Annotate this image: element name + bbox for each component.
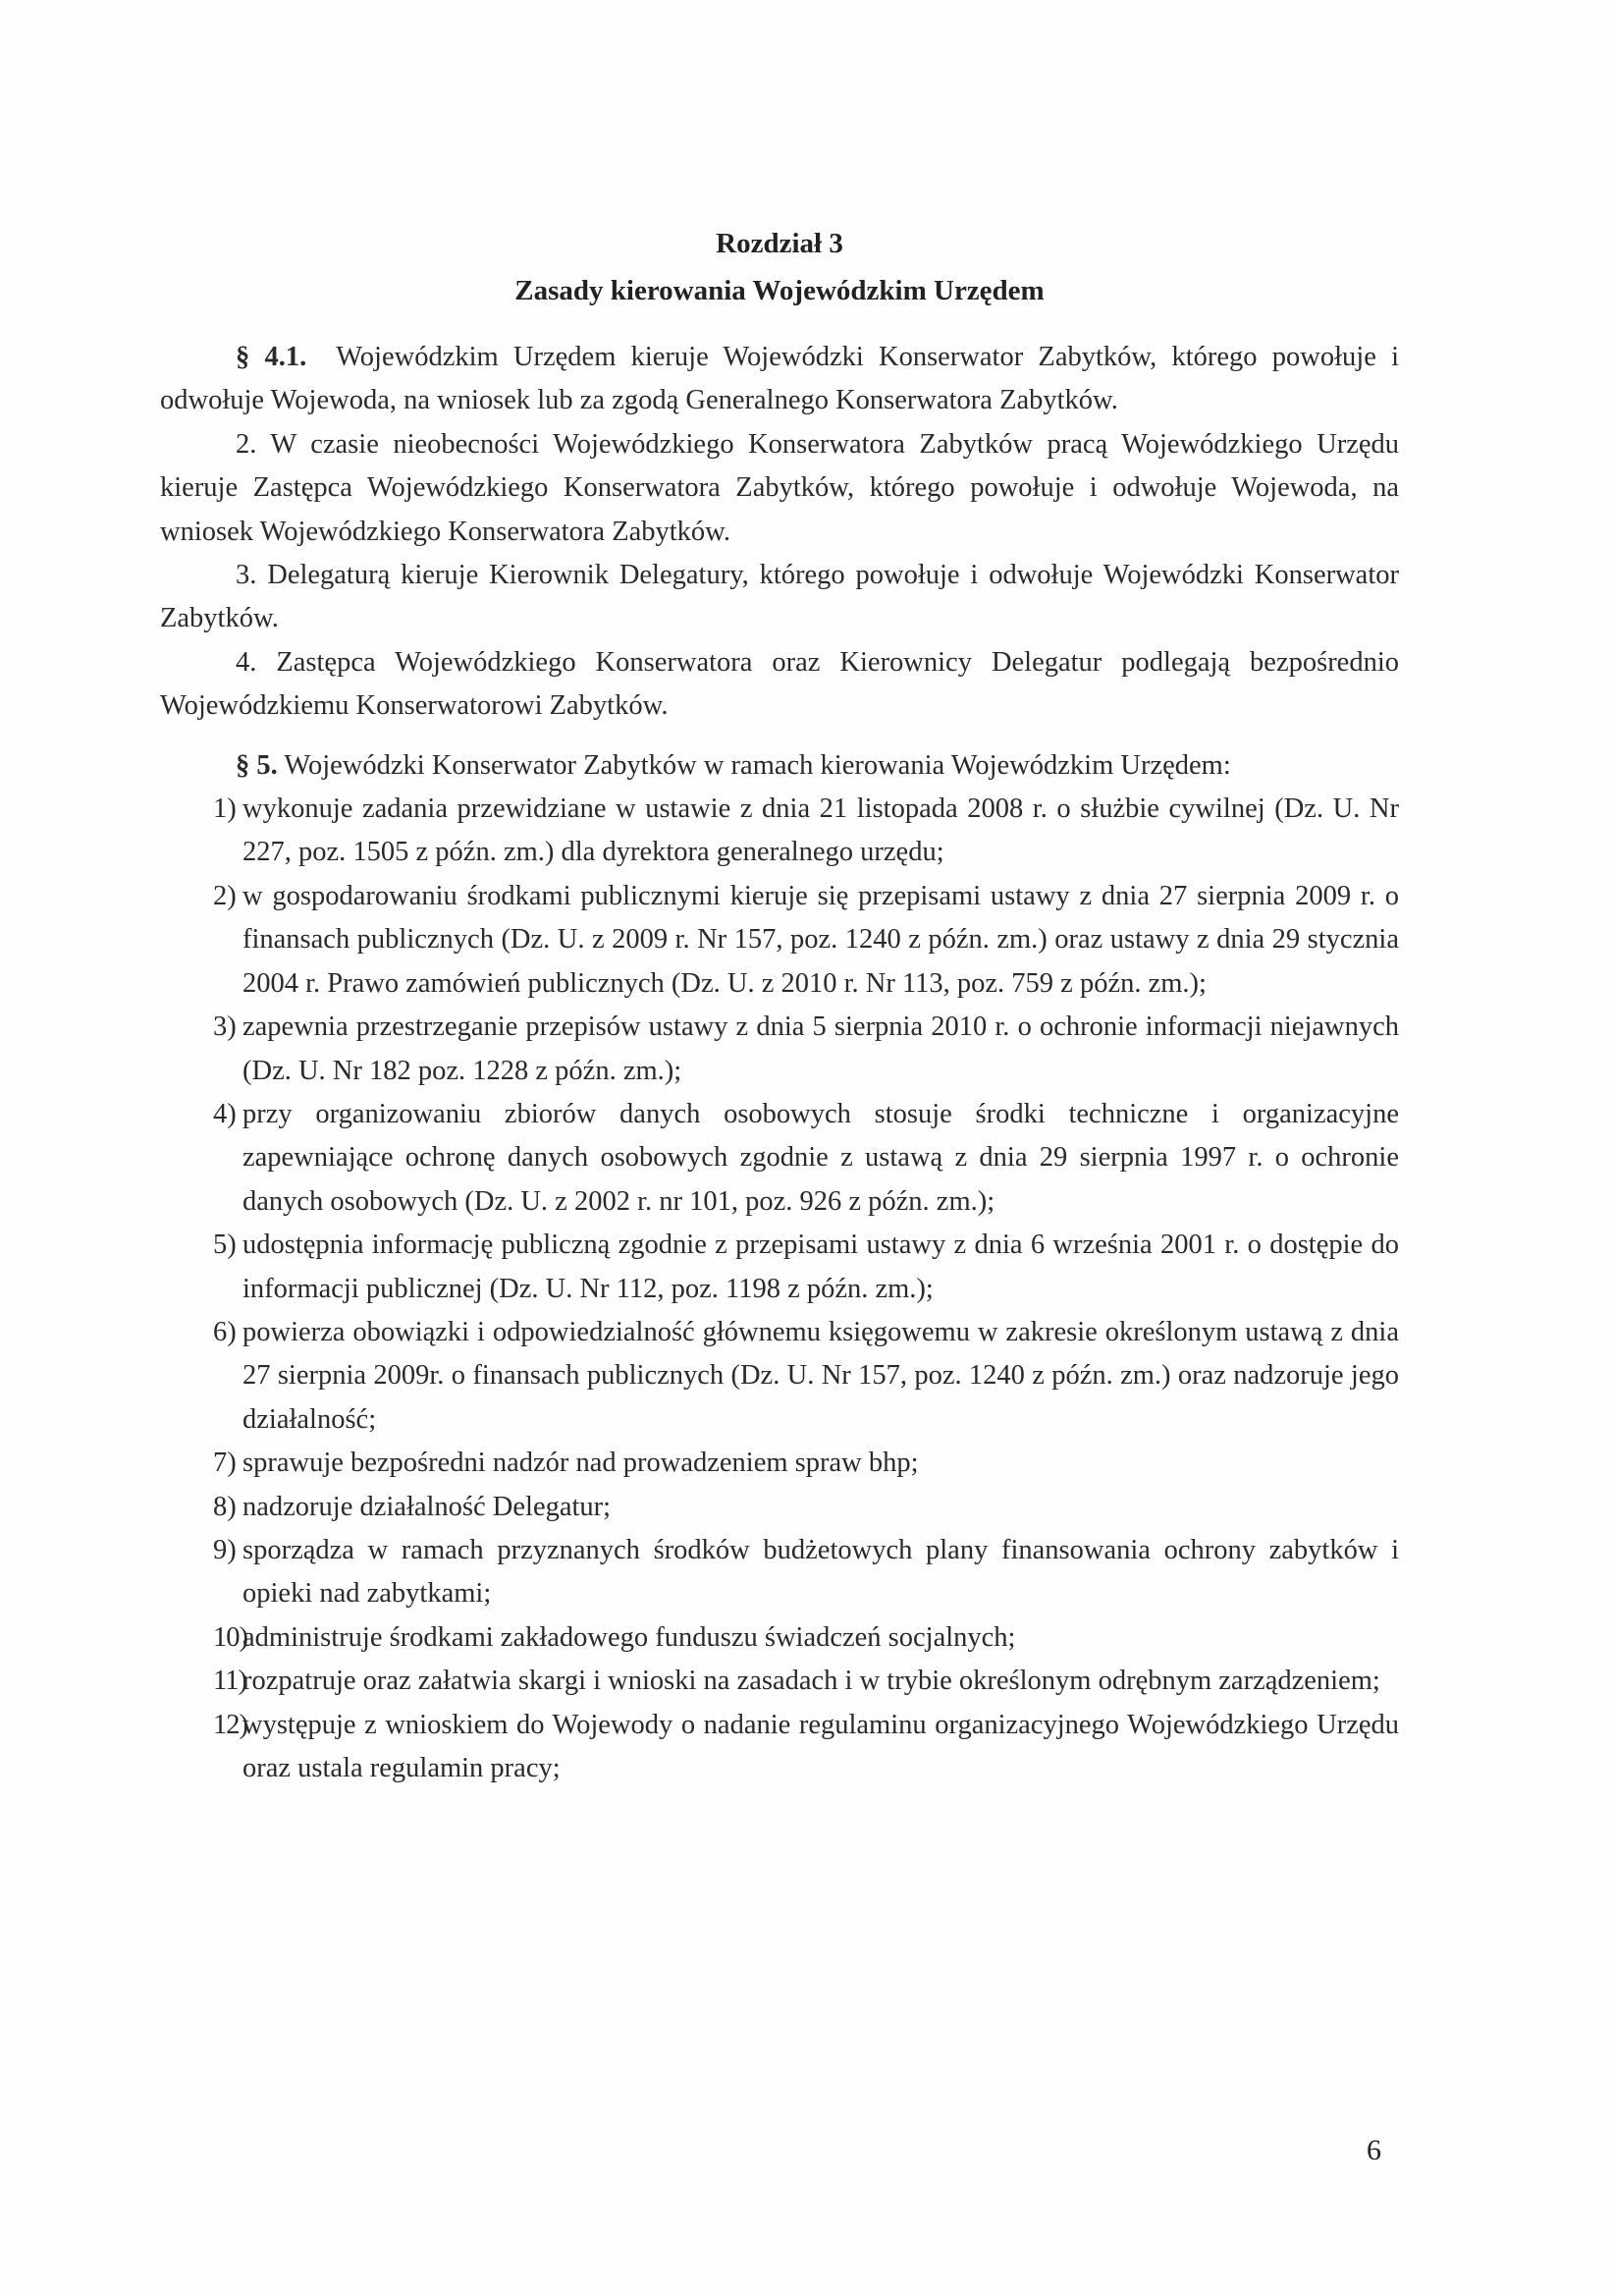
- list-item: [160, 875, 1399, 1006]
- list-item-text: w gospodarowaniu środkami publicznymi kieruje się przepisami ustawy z dnia 27 sierpnia 2009 r. o finansach publicznych (Dz. U. z 2009 r. Nr 157, poz. 1240 z późn. zm.) oraz ustawy z dnia 29 stycznia 2004 r. Prawo zamówień publicznych (Dz. U. z 2010 r. Nr 113, poz. 759 z późn. zm.);: [242, 880, 1399, 999]
- list-marker: 8): [213, 1491, 237, 1522]
- list-marker: 6): [213, 1316, 237, 1347]
- list-item: [160, 1442, 1399, 1485]
- paragraph-text: Wojewódzkim Urzędem kieruje Wojewódzki Konserwator Zabytków, którego powołuje i odwołuje Wojewoda, na wniosek lub za zgodą Generalnego Konserwatora Zabytków.: [160, 342, 1399, 416]
- list-item-text: wykonuje zadania przewidziane w ustawie z dnia 21 listopada 2008 r. o służbie cywilnej (Dz. U. Nr 227, poz. 1505 z późn. zm.) dla dyrektora generalnego urzędu;: [242, 793, 1399, 868]
- list-item: [160, 1616, 1399, 1660]
- list-item: [160, 1486, 1399, 1529]
- list-item: [160, 1093, 1399, 1224]
- list-marker: 12): [213, 1709, 247, 1740]
- list-item-text: występuje z wnioskiem do Wojewody o nadanie regulaminu organizacyjnego Wojewódzkiego Urzędu oraz ustala regulamin pracy;: [242, 1709, 1399, 1783]
- paragraph-5-intro: [160, 744, 1399, 788]
- list-item: [160, 788, 1399, 875]
- list-item: [160, 1704, 1399, 1791]
- list-item: [160, 1529, 1399, 1616]
- paragraph-4-3: 3. Delegaturą kieruje Kierownik Delegatury, którego powołuje i odwołuje Wojewódzki Konserwator Zabytków.: [160, 560, 1399, 634]
- page-content: [160, 222, 1399, 1790]
- list-item-text: administruje środkami zakładowego funduszu świadczeń socjalnych;: [242, 1621, 1016, 1653]
- list-item-text: sprawuje bezpośredni nadzór nad prowadzeniem spraw bhp;: [242, 1448, 919, 1479]
- list-item-text: powierza obowiązki i odpowiedzialność głównemu księgowemu w zakresie określonym ustawą z dnia 27 sierpnia 2009r. o finansach publicznych (Dz. U. Nr 157, poz. 1240 z późn. zm.) oraz nadzoruje jego działalność;: [242, 1316, 1399, 1435]
- section-number: § 4.1.: [236, 342, 307, 372]
- list-item-text: zapewnia przestrzeganie przepisów ustawy z dnia 5 sierpnia 2010 r. o ochronie informacji niejawnych (Dz. U. Nr 182 poz. 1228 z późn. zm.);: [242, 1011, 1399, 1086]
- list-marker: 4): [213, 1098, 237, 1129]
- paragraph-4-1: [160, 336, 1399, 423]
- duties-list: [160, 788, 1399, 1790]
- list-item-text: przy organizowaniu zbiorów danych osobowych stosuje środki techniczne i organizacyjne zapewniające ochronę danych osobowych zgodnie z ustawą z dnia 29 sierpnia 1997 r. o ochronie danych osobowych (Dz. U. z 2002 r. nr 101, poz. 926 z późn. zm.);: [242, 1098, 1399, 1217]
- list-item: [160, 1224, 1399, 1311]
- list-item-text: udostępnia informację publiczną zgodnie z przepisami ustawy z dnia 6 września 2001 r. o dostępie do informacji publicznej (Dz. U. Nr 112, poz. 1198 z późn. zm.);: [242, 1230, 1399, 1304]
- paragraph-4-4: 4. Zastępca Wojewódzkiego Konserwatora oraz Kierownicy Delegatur podlegają bezpośrednio Wojewódzkiemu Konserwatorowi Zabytków.: [160, 646, 1399, 722]
- list-item: [160, 1311, 1399, 1442]
- paragraph-text: Wojewódzki Konserwator Zabytków w ramach kierowania Wojewódzkim Urzędem:: [284, 749, 1231, 781]
- list-item: [160, 1006, 1399, 1093]
- list-item-text: sporządza w ramach przyznanych środków budżetowych plany finansowania ochrony zabytków i opieki nad zabytkami;: [242, 1534, 1399, 1610]
- list-marker: 9): [213, 1534, 237, 1565]
- list-marker: 10): [213, 1621, 247, 1653]
- paragraph-4-2: 2. W czasie nieobecności Wojewódzkiego Konserwatora Zabytków pracą Wojewódzkiego Urzędu kieruje Zastępca Wojewódzkiego Konserwatora Zabytków, którego powołuje i odwołuje Wojewoda, na wniosek Wojewódzkiego Konserwatora Zabytków.: [160, 428, 1399, 547]
- list-marker: 3): [213, 1011, 237, 1043]
- list-item: [160, 1660, 1399, 1703]
- list-item-text: rozpatruje oraz załatwia skargi i wnioski na zasadach i w trybie określonym odrębnym zarządzeniem;: [242, 1666, 1380, 1697]
- list-marker: 1): [213, 793, 237, 825]
- chapter-title: Zasady kierowania Wojewódzkim Urzędem: [514, 275, 1045, 306]
- list-item-text: nadzoruje działalność Delegatur;: [242, 1491, 612, 1522]
- list-marker: 2): [213, 880, 237, 911]
- chapter-heading: Rozdział 3: [716, 228, 843, 259]
- list-marker: 11): [213, 1666, 246, 1697]
- list-marker: 7): [213, 1448, 237, 1479]
- section-number: § 5.: [236, 749, 278, 781]
- list-marker: 5): [213, 1230, 237, 1261]
- page-number: 6: [1367, 2134, 1381, 2166]
